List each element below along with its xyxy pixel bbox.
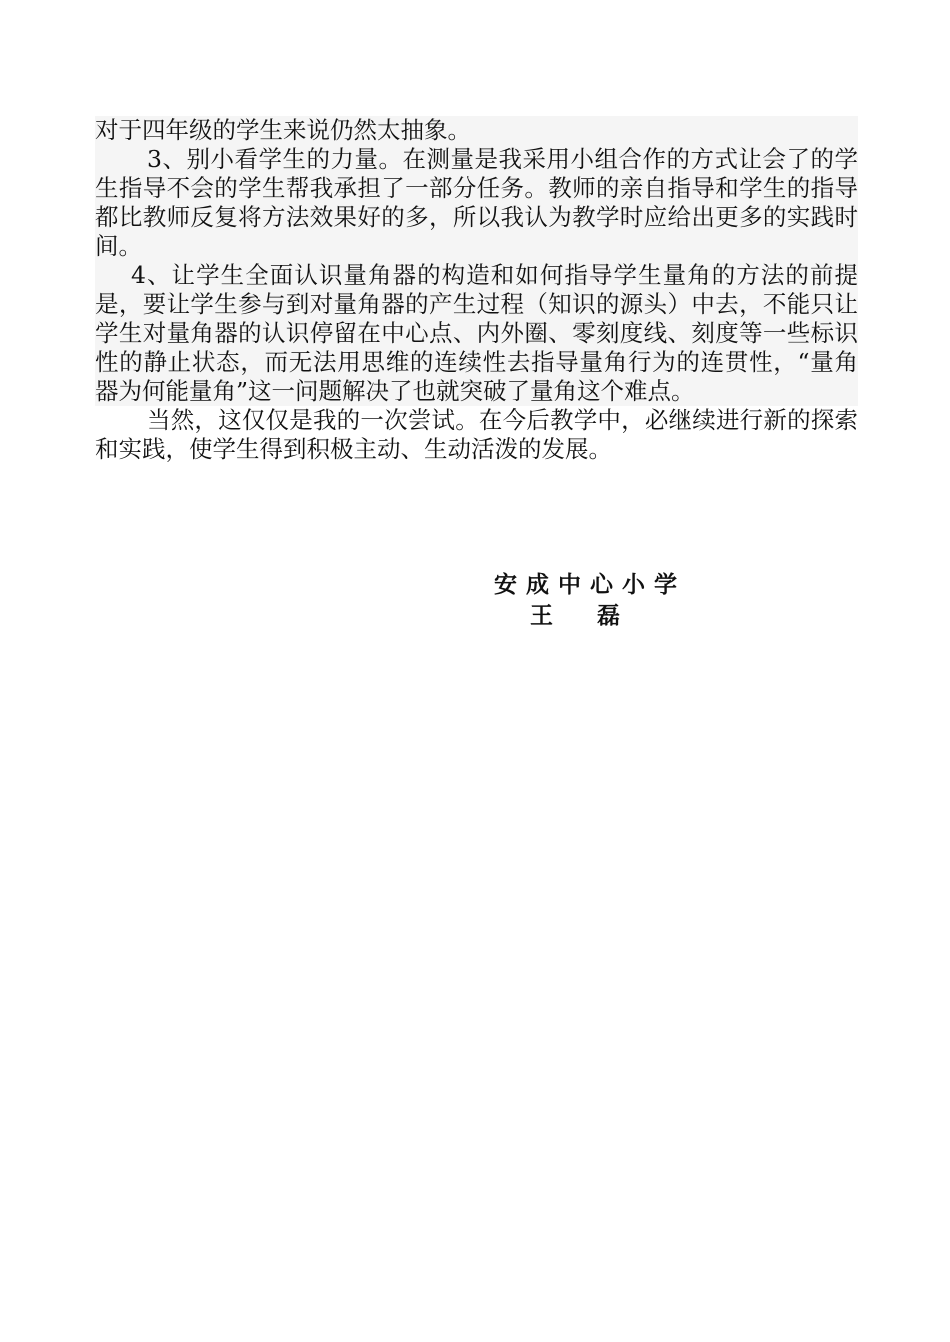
signature-block: [440, 570, 740, 632]
author-name: 王 磊: [529, 603, 638, 629]
document-body: [95, 116, 858, 464]
paragraph-point-4: 4、让学生全面认识量角器的构造和如何指导学生量角的方法的前提是，要让学生参与到对量角器的产生过程（知识的源头）中去，不能只让学生对量角器的认识停留在中心点、内外圈、零刻度线、刻度等一些标识性的静止状态，而无法用思维的连续性去指导量角行为的连贯性，“量角器为何能量角”这一问题解决了也就突破了量角这个难点。: [95, 261, 858, 405]
paragraph-continuation: 对于四年级的学生来说仍然太抽象。: [95, 116, 858, 145]
paragraph-conclusion: 当然，这仅仅是我的一次尝试。在今后教学中，必继续进行新的探索和实践，使学生得到积极主动、生动活泼的发展。: [95, 406, 858, 463]
paragraph-point-3: 3、别小看学生的力量。在测量是我采用小组合作的方式让会了的学生指导不会的学生帮我承担了一部分任务。教师的亲自指导和学生的指导都比教师反复将方法效果好的多，所以我认为教学时应给出更多的实践时间。: [95, 145, 858, 260]
school-name: 安成中心小学: [494, 572, 686, 598]
